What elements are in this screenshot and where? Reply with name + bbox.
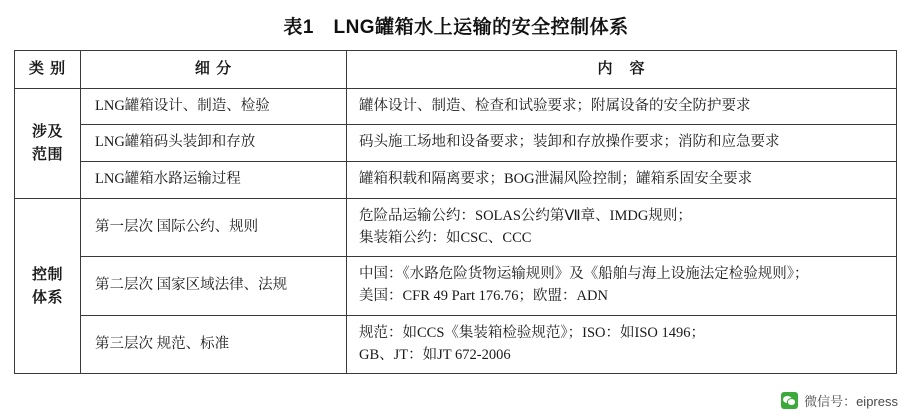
safety-control-system-table xyxy=(14,50,897,374)
content-cell xyxy=(347,198,897,257)
content-cell xyxy=(347,257,897,316)
subdivision-cell: 第三层次 规范、标准 xyxy=(81,315,347,374)
category-line-1: 涉及 xyxy=(31,122,63,140)
table-row xyxy=(15,315,897,374)
table-row xyxy=(15,257,897,316)
watermark-text: 微信号：eipress xyxy=(804,394,898,409)
content-line: 罐体设计、制造、检查和试验要求；附属设备的安全防护要求 xyxy=(359,97,751,114)
content-line: 罐箱积载和隔离要求；BOG泄漏风险控制；罐箱系固安全要求 xyxy=(359,171,753,187)
content-cell xyxy=(347,162,897,199)
table-row xyxy=(15,88,897,125)
category-line-2: 范围 xyxy=(31,146,63,164)
watermark xyxy=(777,389,902,412)
header-cell-category: 类 别 xyxy=(15,51,81,89)
category-line-1: 控制 xyxy=(31,265,63,283)
table-header-row xyxy=(15,51,897,89)
table-title: 表1 LNG罐箱水上运输的安全控制体系 xyxy=(283,17,629,38)
header-cell-content: 内 容 xyxy=(347,51,897,89)
subdivision-cell: 第二层次 国家区域法律、法规 xyxy=(81,257,347,316)
subdivision-cell: LNG罐箱码头装卸和存放 xyxy=(81,125,347,162)
subdivision-cell: 第一层次 国际公约、规则 xyxy=(81,198,347,257)
table-row xyxy=(15,198,897,257)
table-row xyxy=(15,162,897,199)
content-line: 美国：CFR 49 Part 176.76；欧盟：ADN xyxy=(359,288,608,304)
content-cell xyxy=(347,125,897,162)
content-line: 规范：如CCS《集装箱检验规范》；ISO：如ISO 1496； xyxy=(359,324,706,341)
category-cell-scope xyxy=(15,88,81,198)
content-line: GB、JT：如JT 672-2006 xyxy=(359,346,511,363)
content-cell xyxy=(347,315,897,374)
header-cell-subdivision: 细 分 xyxy=(81,51,347,89)
content-cell xyxy=(347,88,897,125)
subdivision-cell: LNG罐箱设计、制造、检验 xyxy=(81,88,347,125)
table-row xyxy=(15,125,897,162)
wechat-icon xyxy=(781,392,798,409)
category-line-2: 体系 xyxy=(31,289,63,306)
content-line: 中国：《水路危险货物运输规则》及《船舶与海上设施法定检验规则》； xyxy=(359,266,809,283)
content-line: 码头施工场地和设备要求；装卸和存放操作要求；消防和应急要求 xyxy=(359,134,780,151)
subdivision-cell: LNG罐箱水路运输过程 xyxy=(81,162,347,199)
content-line: 集装箱公约：如CSC、CCC xyxy=(359,229,532,246)
category-cell-control-system xyxy=(15,198,81,374)
content-line: 危险品运输公约：SOLAS公约第Ⅶ章、IMDG规则； xyxy=(359,207,692,224)
